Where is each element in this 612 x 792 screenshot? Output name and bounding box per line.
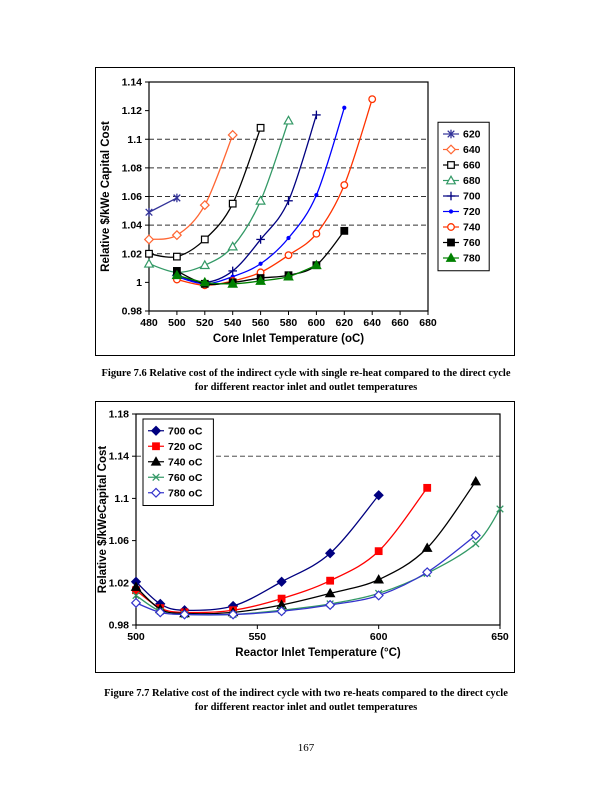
page-number: 167 [297,742,315,754]
svg-text:520: 520 [196,317,214,329]
caption-line-2: for different reactor inlet and outlet temperatures [194,381,418,393]
series-660 [146,125,264,260]
caption-line-1: Figure 7.6 Relative cost of the indirect cycle with single re-heat compared to the direct cycle [101,368,511,379]
svg-text:650: 650 [491,631,509,643]
svg-text:600: 600 [369,631,388,643]
legend-entry-label: 740 oC [168,456,203,469]
svg-text:600: 600 [307,317,326,329]
figure-7-7-caption [0,687,612,714]
x-axis-label: Reactor Inlet Temperature (°C) [235,647,401,659]
svg-text:1.08: 1.08 [121,162,142,175]
legend-entry-label: 720 oC [168,440,203,453]
svg-text:1.1: 1.1 [114,492,129,505]
svg-text:550: 550 [248,631,267,643]
svg-text:1.12: 1.12 [121,105,142,118]
figure-7-6-chart [96,68,514,355]
svg-text:0.98: 0.98 [121,305,142,318]
svg-text:620: 620 [335,317,354,329]
svg-text:640: 640 [363,317,381,329]
svg-text:680: 680 [419,317,437,329]
caption-line-1: Figure 7.7 Relative cost of the indirect cycle with two re-heats compared to the direct cycle [104,688,508,699]
legend-entry-label: 780 [463,252,481,265]
svg-text:500: 500 [127,631,145,643]
legend-entry-label: 680 [463,175,481,187]
chart-legend [143,419,213,506]
caption-line-2: for different reactor inlet and outlet temperatures [194,701,418,713]
svg-text:560: 560 [251,317,270,329]
y-axis-label: Relative $/kWe Capital Cost [100,121,112,272]
svg-text:1.06: 1.06 [121,191,142,203]
svg-text:1.18: 1.18 [108,408,129,421]
figure-7-7-chart [96,402,514,672]
legend-entry-label: 760 [463,237,481,249]
legend-entry-label: 620 [463,128,481,141]
svg-text:660: 660 [391,317,409,329]
figure-7-6-caption [0,367,612,394]
svg-text:1.14: 1.14 [108,450,129,463]
svg-text:500: 500 [168,317,186,329]
legend-entry-label: 720 [463,206,481,218]
legend-entry-label: 760 oC [168,471,203,484]
svg-text:1.1: 1.1 [127,133,142,146]
svg-text:1.02: 1.02 [121,248,142,261]
series-700 [173,111,321,287]
legend-entry-label: 700 [463,190,481,203]
x-axis-label: Core Inlet Temperature (oC) [212,333,365,345]
svg-text:1.02: 1.02 [108,577,129,590]
svg-text:540: 540 [223,317,242,329]
legend-entry-label: 740 [463,221,481,234]
series-700-oC [132,491,383,615]
svg-text:1.14: 1.14 [121,76,142,89]
legend-entry-label: 700 oC [168,425,203,438]
figure-7-6 [95,67,515,356]
svg-text:1.04: 1.04 [121,219,142,232]
figure-7-7 [95,401,515,673]
legend-entry-label: 780 oC [168,487,203,500]
svg-text:580: 580 [279,317,298,329]
series-620 [146,194,181,217]
svg-text:0.98: 0.98 [108,619,129,632]
svg-text:1: 1 [136,276,142,289]
series-740 [174,96,376,289]
y-axis-label: Relative $/kWeCapital Cost [97,445,109,594]
series-640 [145,131,237,244]
chart-legend [438,122,489,271]
svg-text:1.06: 1.06 [108,535,129,548]
legend-entry-label: 640 [463,144,481,156]
series-680 [145,116,293,275]
svg-text:480: 480 [140,317,158,329]
series-780 [173,261,321,287]
legend-entry-label: 660 [463,159,481,172]
